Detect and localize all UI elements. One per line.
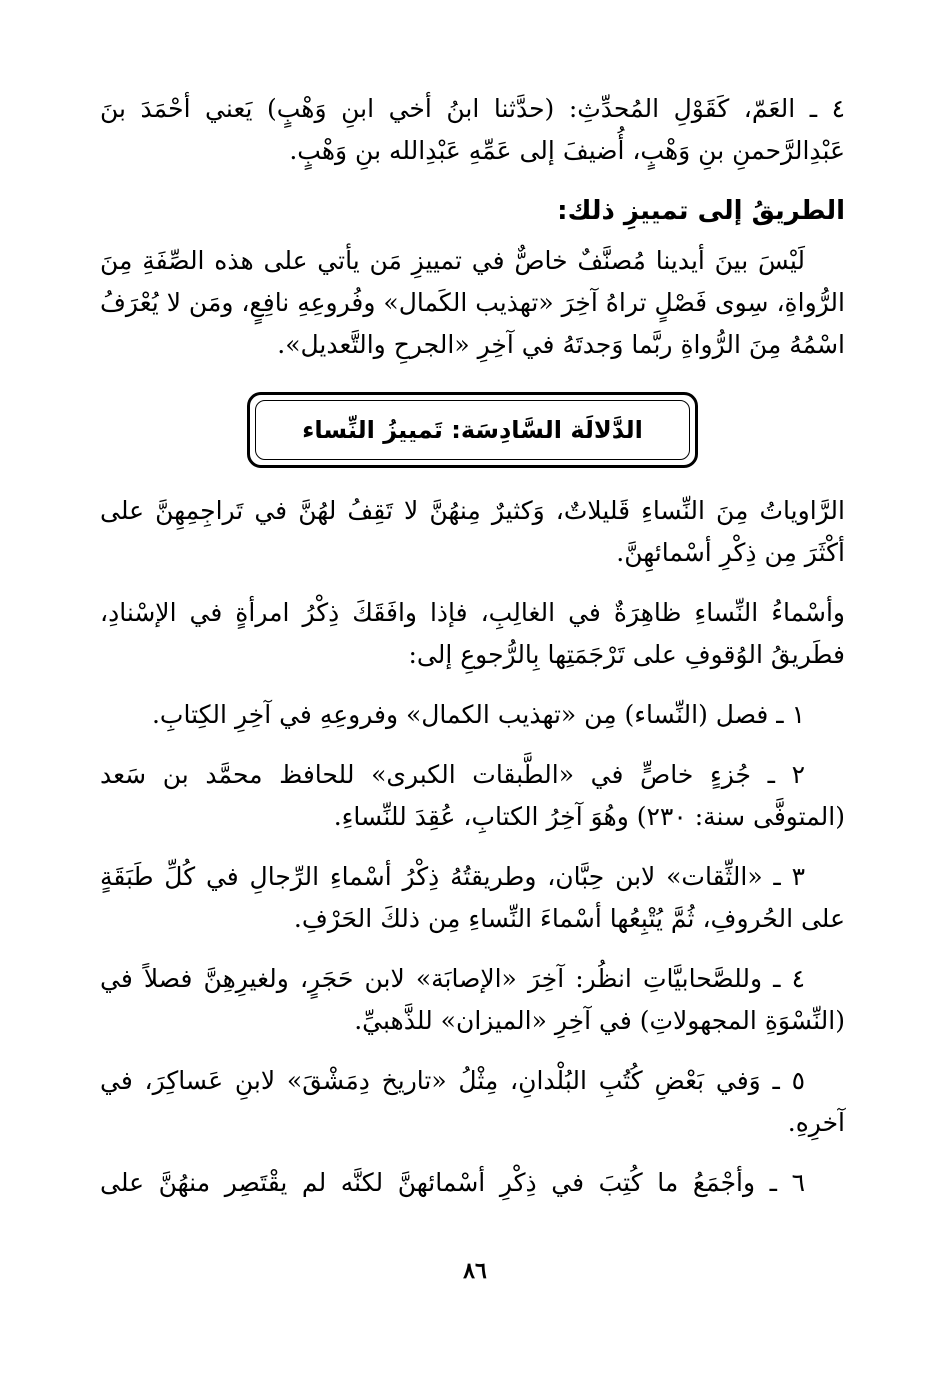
chapter-banner-wrap (100, 392, 845, 468)
list-item-6: ٦ ـ وأجْمَعُ ما كُتِبَ في ذِكْرِ أسْمائهنَّ لكنَّه لم يقْتَصِر منهُنَّ على (100, 1168, 805, 1197)
page-body (100, 88, 845, 1204)
page-number: ٨٦ (463, 1258, 487, 1284)
chapter-banner-title: الدَّلالَة السَّادِسَة: تَمييزُ النِّساء (302, 416, 643, 444)
section-heading: الطريقُ إلى تمييزِ ذلك: (557, 196, 845, 226)
list-item-1: ١ ـ فصل (النِّساء) مِن «تهذيب الكمال» وفروعِهِ في آخِرِ الكِتابِ. (151, 700, 805, 729)
list-item-4: ٤ ـ وللصَّحابيَّاتِ انظُر: آخِرَ «الإصابَة» لابن حَجَرٍ، ولغيرِهِنَّ فصلاً في (النِّسْوَةِ المجهولاتِ) في آخِرِ «الميزان» للذَّهبيِّ. (100, 964, 845, 1035)
chapter-banner (247, 392, 698, 468)
list-item-5: ٥ ـ وَفي بَعْضِ كُتُبِ البُلْدانِ، مِثْلُ «تاريخ دِمَشْقَ» لابنِ عَساكِرَ، في آخرِهِ. (100, 1066, 845, 1137)
intro-paragraph-1: الرَّاوياتُ مِنَ النِّساءِ قَليلاتٌ، وَكثيرٌ مِنهُنَّ لا تَقِفُ لهُنَّ في تَراجِمِهِنَّ على أكْثَرَ مِن ذِكْرِ أسْمائهِنَّ. (100, 496, 845, 567)
list-item-3: ٣ ـ «الثِّقات» لابن حِبَّان، وطريقتُهُ ذِكْرُ أسْماءِ الرِّجالِ في كُلِّ طَبَقَةٍ على الحُروفِ، ثُمَّ يُتْبِعُها أسْماءَ النِّساءِ مِن ذلكَ الحَرْفِ. (100, 862, 845, 933)
list-item-2: ٢ ـ جُزءٍ خاصٍّ في «الطَّبقات الكبرى» للحافظ محمَّد بن سَعد (المتوفَّى سنة: ٢٣٠) وهُوَ آخِرُ الكتابِ، عُقِدَ للنِّساءِ. (100, 760, 845, 831)
paragraph-uncle: ٤ ـ العَمّ، كَقَوْلِ المُحدِّثِ: (حدَّثنا ابنُ أخي ابنِ وَهْبٍ) يَعني أحْمَدَ بنَ عَبْدِالرَّحمنِ بنِ وَهْبٍ، أُضيفَ إلى عَمِّهِ عَبْدِالله بنِ وَهْبٍ. (100, 94, 845, 165)
section-paragraph: لَيْسَ بينَ أيدينا مُصنَّفٌ خاصٌّ في تمييزِ مَن يأتي على هذه الصِّفَةِ مِنَ الرُّواةِ، سِوى فَصْلٍ تراهُ آخِرَ «تهذيب الكَمال» وفُروعِهِ نافِعٍ، ومَن لا يُعْرَفُ اسْمُهُ مِنَ الرُّواةِ ربَّما وَجدتَهُ في آخِرِ «الجرحِ والتَّعديل». (100, 246, 845, 359)
intro-paragraph-2: وأسْماءُ النِّساءِ ظاهِرَةٌ في الغالِبِ، فإذا وافَقَكَ ذِكْرُ امرأةٍ في الإسْنادِ، فطَريقُ الوُقوفِ على تَرْجَمَتِها بِالرُّجوعِ إلى: (100, 598, 845, 669)
